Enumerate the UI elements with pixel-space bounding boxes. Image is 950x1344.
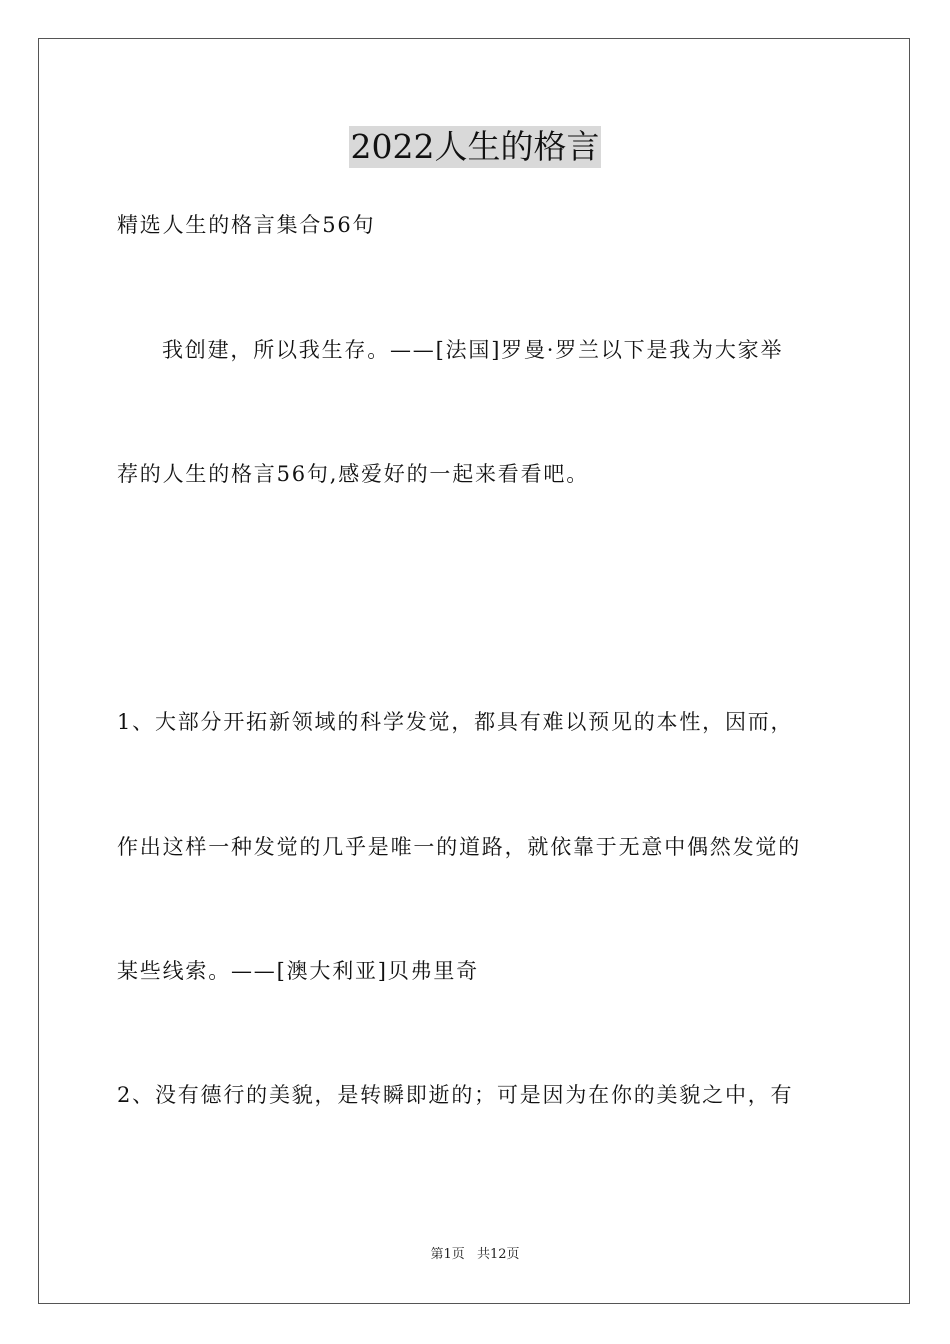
paragraph-line: 某些线索。——[澳大利亚]贝弗里奇 [117,959,479,983]
paragraph-line: 我创建，所以我生存。——[法国]罗曼·罗兰以下是我为大家举 [162,338,784,362]
page-total: 共12页 [476,1247,520,1262]
document-title: 2022人生的格言 [350,127,600,166]
paragraph-line: 荐的人生的格言56句,感爱好的一起来看看吧。 [117,462,589,486]
paragraph-line: 1、大部分开拓新领域的科学发觉，都具有难以预见的本性，因而， [117,710,794,734]
page-number: 第1页 [430,1247,465,1262]
title-container [0,126,950,168]
document-subtitle: 精选人生的格言集合56句 [117,213,376,237]
paragraph-line: 2、没有德行的美貌，是转瞬即逝的；可是因为在你的美貌之中，有 [117,1083,794,1107]
paragraph-line: 作出这样一种发觉的几乎是唯一的道路，就依靠于无意中偶然发觉的 [117,835,801,859]
page-footer [0,1246,950,1264]
